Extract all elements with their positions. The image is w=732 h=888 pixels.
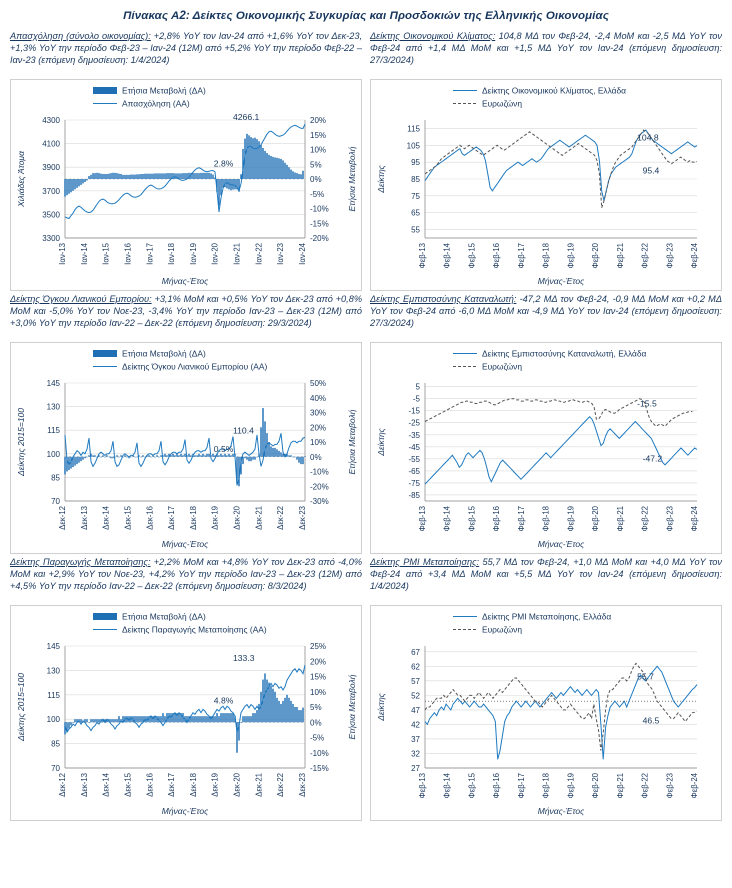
y-axis-title: Δείκτης xyxy=(376,693,386,721)
note-pmi-manufacturing xyxy=(370,556,722,602)
note-retail-volume-body: +3,1% ΜοΜ και +0,5% YoY τον Δεκ-23 από +0,8% ΜοΜ και -5,0% YoY τον Νοε-23, -3,4% YoY την περίοδο Ιαν-23 – Δεκ-23 (12Μ) από +3,0% YoY την περίοδο Ιαν-22 – Δεκ-22 xyxy=(10,294,362,329)
x-tick-label: Φεβ-15 xyxy=(467,773,477,799)
note-economic-climate-tail: (επόμενη δημοσίευση: 27/3/2024) xyxy=(370,43,722,66)
data-label: 0.5% xyxy=(213,444,234,455)
y-tick-label: 55 xyxy=(411,225,420,235)
y-axis-title: Δείκτης xyxy=(376,428,386,456)
x-tick-label: Δεκ-21 xyxy=(254,506,264,530)
y-tick-label: -5 xyxy=(412,394,420,404)
y-tick-label: 75 xyxy=(411,191,420,201)
legend-label: Απασχόληση (ΑΑ) xyxy=(122,98,190,109)
data-label: 2.8% xyxy=(213,158,234,169)
x-tick-label: Φεβ-20 xyxy=(591,506,601,532)
y-tick-label: 100 xyxy=(46,715,60,725)
y-tick-label: 115 xyxy=(407,124,420,134)
y-right-tick-label: 25% xyxy=(310,642,327,651)
chart-svg-manufacturing-production xyxy=(11,606,361,820)
y-right-tick-label: 10% xyxy=(310,438,327,447)
x-tick-label: Ιαν-17 xyxy=(145,243,155,265)
x-tick-label: Φεβ-21 xyxy=(615,773,625,799)
x-tick-label: Φεβ-16 xyxy=(492,506,502,532)
y-tick-label: 27 xyxy=(411,764,420,773)
series-path xyxy=(425,663,697,750)
chart-pmi-manufacturing xyxy=(370,605,722,821)
y-right-tick-label: 5% xyxy=(310,703,322,712)
x-tick-label: Δεκ-20 xyxy=(232,773,242,797)
y-right-tick-label: 15% xyxy=(310,672,327,682)
panel-consumer-confidence xyxy=(370,293,722,554)
y-axis-title: Δείκτης xyxy=(376,165,386,193)
x-tick-label: Φεβ-18 xyxy=(541,773,551,799)
note-manufacturing-production-body: +2,2% ΜοΜ και +4,8% YoY τον Δεκ-23 από -4,0% ΜοΜ και +2,9% YoY τον Νοε-23, +4,2% YoY την περίοδο Ιαν-23 – Δεκ-23 (12Μ) από +4,5% YoY την περίοδο Ιαν-22 – Δεκ-22 xyxy=(10,557,362,592)
x-tick-label: Φεβ-20 xyxy=(591,243,601,269)
legend-label: Ευρωζώνη xyxy=(482,361,522,372)
x-axis-title: Μήνας-Έτος xyxy=(537,539,585,549)
chart-svg-economic-climate xyxy=(371,80,721,290)
data-label: 4266.1 xyxy=(233,112,260,123)
y-tick-label: 70 xyxy=(51,764,60,773)
x-tick-label: Δεκ-19 xyxy=(210,773,220,797)
x-tick-label: Ιαν-22 xyxy=(254,243,264,265)
data-label: 110.4 xyxy=(233,425,254,436)
x-tick-label: Ιαν-18 xyxy=(167,243,177,265)
y-right-tick-label: 0% xyxy=(310,175,322,184)
page-title: Πίνακας Α2: Δείκτες Οικονομικής Συγκυρίας και Προσδοκιών της Ελληνικής Οικονομίας xyxy=(123,10,609,22)
y-right-axis-title: Ετήσια Μεταβολή xyxy=(347,674,357,740)
x-tick-label: Φεβ-15 xyxy=(467,506,477,532)
x-tick-label: Φεβ-21 xyxy=(615,506,625,532)
x-tick-label: Δεκ-14 xyxy=(101,773,111,797)
y-tick-label: 130 xyxy=(46,402,60,412)
x-tick-label: Φεβ-23 xyxy=(665,773,675,799)
y-tick-label: -65 xyxy=(408,466,420,476)
y-right-tick-label: -10% xyxy=(310,748,329,758)
y-tick-label: 37 xyxy=(411,734,420,744)
y-tick-label: 47 xyxy=(411,705,420,715)
x-tick-label: Φεβ-22 xyxy=(640,506,650,532)
y-right-tick-label: 40% xyxy=(310,393,327,403)
note-consumer-confidence-lead: Δείκτης Εμπιστοσύνης Καταναλωτή: xyxy=(370,294,517,304)
x-tick-label: Φεβ-13 xyxy=(418,506,427,532)
x-tick-label: Δεκ-22 xyxy=(276,506,286,530)
x-tick-label: Ιαν-23 xyxy=(276,243,286,265)
x-tick-label: Φεβ-17 xyxy=(516,243,526,269)
x-tick-label: Δεκ-16 xyxy=(145,506,155,530)
x-tick-label: Φεβ-14 xyxy=(442,506,452,532)
x-tick-label: Δεκ-14 xyxy=(101,506,111,530)
x-tick-label: Δεκ-12 xyxy=(58,506,67,530)
x-tick-label: Φεβ-17 xyxy=(516,773,526,799)
legend-label: Δείκτης Οικονομικού Κλίματος, Ελλάδα xyxy=(482,85,627,96)
y-right-tick-label: 15% xyxy=(310,130,327,140)
note-manufacturing-production xyxy=(10,556,362,602)
x-tick-label: Φεβ-18 xyxy=(541,243,551,269)
x-tick-label: Φεβ-22 xyxy=(640,773,650,799)
y-tick-label: -35 xyxy=(408,430,420,440)
note-consumer-confidence xyxy=(370,293,722,339)
y-tick-label: -55 xyxy=(408,454,420,464)
x-tick-label: Φεβ-19 xyxy=(566,773,576,799)
note-retail-volume xyxy=(10,293,362,339)
x-tick-label: Ιαν-13 xyxy=(58,243,67,265)
x-axis-title: Μήνας-Έτος xyxy=(161,539,209,549)
note-retail-volume-lead: Δείκτης Όγκου Λιανικού Εμπορίου: xyxy=(10,294,152,304)
y-tick-label: 70 xyxy=(51,497,60,506)
y-tick-label: 95 xyxy=(411,158,420,168)
x-tick-label: Δεκ-20 xyxy=(232,506,242,530)
x-tick-label: Φεβ-13 xyxy=(418,243,427,269)
legend-label: Δείκτης Όγκου Λιανικού Εμπορίου (ΑΑ) xyxy=(122,361,268,372)
y-tick-label: 3900 xyxy=(42,163,60,173)
note-pmi-manufacturing-lead: Δείκτης PMI Μεταποίησης: xyxy=(370,557,480,567)
data-label: -15.5 xyxy=(637,398,657,409)
data-label: -47.2 xyxy=(642,453,663,464)
note-employment-lead: Απασχόληση (σύνολο οικονομίας): xyxy=(10,31,151,41)
y-right-tick-label: -20% xyxy=(310,482,329,492)
legend-label: Ευρωζώνη xyxy=(482,624,522,635)
y-tick-label: -85 xyxy=(408,490,420,500)
x-axis-title: Μήνας-Έτος xyxy=(537,276,585,286)
y-right-tick-label: 5% xyxy=(310,160,322,170)
note-employment-tail: (επόμενη δημοσίευση: 1/4/2024) xyxy=(38,55,170,66)
y-tick-label: 85 xyxy=(51,739,60,749)
note-manufacturing-production-tail: (επόμενη δημοσίευση: 8/3/2024) xyxy=(175,581,307,592)
x-tick-label: Δεκ-21 xyxy=(254,773,264,797)
legend-label: Ετήσια Μεταβολή (ΔΑ) xyxy=(122,85,206,96)
x-tick-label: Φεβ-16 xyxy=(492,243,502,269)
y-right-tick-label: 20% xyxy=(310,657,327,667)
x-tick-label: Φεβ-17 xyxy=(516,506,526,532)
series-path xyxy=(425,666,697,759)
x-tick-label: Φεβ-23 xyxy=(665,506,675,532)
y-tick-label: 145 xyxy=(46,642,60,651)
y-right-axis-title: Ετήσια Μεταβολή xyxy=(347,146,357,212)
y-tick-label: 3300 xyxy=(42,234,60,243)
note-consumer-confidence-tail: (επόμενη δημοσίευση: 27/3/2024) xyxy=(370,306,722,329)
y-axis-title: Δείκτης 2015=100 xyxy=(16,672,26,742)
x-tick-label: Δεκ-22 xyxy=(276,773,286,797)
note-pmi-manufacturing-body: 55,7 ΜΔ τον Φεβ-24, +1,0 ΜΔ ΜοΜ και +4,0 ΜΔ YoY τον Φεβ-24 από +3,4 ΜΔ ΜοΜ και +5,5 ΜΔ YoY τον Ιαν-24 xyxy=(370,557,722,580)
x-tick-label: Δεκ-18 xyxy=(188,506,198,530)
x-tick-label: Δεκ-16 xyxy=(145,773,155,797)
y-tick-label: 5 xyxy=(415,382,420,392)
legend-label: Ευρωζώνη xyxy=(482,98,522,109)
x-tick-label: Φεβ-20 xyxy=(591,773,601,799)
x-tick-label: Δεκ-23 xyxy=(298,506,307,530)
x-tick-label: Δεκ-15 xyxy=(123,773,133,797)
x-axis-title: Μήνας-Έτος xyxy=(161,276,209,286)
legend-label: Ετήσια Μεταβολή (ΔΑ) xyxy=(122,611,206,622)
data-label: 133.3 xyxy=(233,653,255,664)
panel-employment xyxy=(10,30,362,291)
y-tick-label: 145 xyxy=(46,379,60,388)
x-axis-title: Μήνας-Έτος xyxy=(537,806,585,816)
y-tick-label: 85 xyxy=(51,473,60,483)
panel-retail-volume xyxy=(10,293,362,554)
note-employment-body: +2,8% YoY τον Ιαν-24 από +1,6% YoY τον Δεκ-23, +1,3% YoY την περίοδο Φεβ-23 – Ιαν-24 (12Μ) από +5,2% YoY την περίοδο Φεβ-22 – Ιαν-23 xyxy=(10,31,363,66)
x-tick-label: Ιαν-20 xyxy=(210,243,220,265)
x-tick-label: Φεβ-14 xyxy=(442,243,452,269)
x-tick-label: Φεβ-13 xyxy=(418,773,427,799)
y-axis-title: Χιλιάδες Άτομα xyxy=(16,151,26,207)
y-tick-label: 85 xyxy=(411,175,420,184)
x-tick-label: Φεβ-15 xyxy=(467,243,477,269)
x-tick-label: Δεκ-23 xyxy=(298,773,307,797)
panel-manufacturing-production xyxy=(10,556,362,821)
data-label: 95.4 xyxy=(642,165,660,176)
x-tick-label: Φεβ-23 xyxy=(665,243,675,269)
chart-svg-retail-volume xyxy=(11,343,361,553)
x-tick-label: Δεκ-19 xyxy=(210,506,220,530)
chart-svg-pmi-manufacturing xyxy=(371,606,721,820)
y-right-tick-label: 10% xyxy=(310,687,327,697)
y-right-tick-label: -10% xyxy=(310,204,329,214)
x-tick-label: Δεκ-12 xyxy=(58,773,67,797)
y-tick-label: 3700 xyxy=(42,186,60,196)
y-tick-label: 67 xyxy=(411,647,420,657)
legend-label: Ετήσια Μεταβολή (ΔΑ) xyxy=(122,348,206,359)
chart-svg-consumer-confidence xyxy=(371,343,721,553)
y-right-tick-label: 0% xyxy=(310,452,322,462)
y-tick-label: 32 xyxy=(411,749,420,759)
note-economic-climate-body: 104,8 ΜΔ τον Φεβ-24, -2,4 ΜοΜ και -2,5 ΜΔ YoY τον Φεβ-24 από +1,4 ΜΔ ΜοΜ και +1,5 ΜΔ YoY τον Ιαν-24 xyxy=(370,31,722,54)
x-tick-label: Φεβ-18 xyxy=(541,506,551,532)
x-tick-label: Δεκ-15 xyxy=(123,506,133,530)
y-right-tick-label: -5% xyxy=(310,733,325,743)
x-tick-label: Δεκ-18 xyxy=(188,773,198,797)
note-economic-climate-lead: Δείκτης Οικονομικού Κλίματος: xyxy=(370,31,496,41)
chart-economic-climate xyxy=(370,79,722,291)
y-tick-label: -45 xyxy=(408,442,420,452)
x-tick-label: Φεβ-19 xyxy=(566,506,576,532)
legend-label: Δείκτης Παραγωγής Μεταποίησης (ΑΑ) xyxy=(122,624,267,635)
y-right-tick-label: -15% xyxy=(310,764,329,773)
data-label: 55.7 xyxy=(637,671,654,682)
data-label: 104.8 xyxy=(637,132,659,143)
y-right-tick-label: -20% xyxy=(310,234,329,243)
x-tick-label: Φεβ-19 xyxy=(566,243,576,269)
y-tick-label: 105 xyxy=(406,141,420,151)
data-label: 46.5 xyxy=(642,715,660,726)
y-tick-label: -75 xyxy=(408,478,420,488)
y-tick-label: -25 xyxy=(408,418,420,428)
y-tick-label: 65 xyxy=(411,208,420,218)
note-retail-volume-tail: (επόμενη δημοσίευση: 29/3/2024) xyxy=(175,318,312,329)
y-tick-label: 4100 xyxy=(42,139,60,149)
legend-label: Δείκτης Εμπιστοσύνης Καταναλωτή, Ελλάδα xyxy=(482,348,647,359)
y-right-tick-label: 20% xyxy=(310,116,327,125)
y-right-tick-label: -10% xyxy=(310,467,329,477)
y-tick-label: 62 xyxy=(411,662,420,672)
chart-retail-volume xyxy=(10,342,362,554)
chart-consumer-confidence xyxy=(370,342,722,554)
note-consumer-confidence-body: -47,2 ΜΔ τον Φεβ-24, -0,9 ΜΔ ΜοΜ και +0,2 ΜΔ YoY τον Φεβ-24 από -6,0 ΜΔ ΜοΜ και -4,9 ΜΔ YoY τον Ιαν-24 xyxy=(370,294,722,317)
y-right-tick-label: -15% xyxy=(310,219,329,229)
x-tick-label: Φεβ-24 xyxy=(690,773,699,799)
y-right-axis-title: Ετήσια Μεταβολή xyxy=(347,409,357,475)
chart-manufacturing-production xyxy=(10,605,362,821)
charts-grid xyxy=(10,30,722,821)
note-manufacturing-production-lead: Δείκτης Παραγωγής Μεταποίησης: xyxy=(10,557,151,567)
x-tick-label: Φεβ-16 xyxy=(492,773,502,799)
x-tick-label: Φεβ-21 xyxy=(615,243,625,269)
x-tick-label: Δεκ-17 xyxy=(167,506,177,530)
y-tick-label: 130 xyxy=(46,666,60,676)
y-right-tick-label: 30% xyxy=(310,408,327,418)
y-tick-label: 100 xyxy=(46,449,60,459)
y-right-tick-label: 10% xyxy=(310,145,327,155)
y-tick-label: 115 xyxy=(47,690,60,700)
y-tick-label: 3500 xyxy=(42,210,60,220)
panel-economic-climate xyxy=(370,30,722,291)
y-right-tick-label: -30% xyxy=(310,497,329,506)
x-tick-label: Φεβ-22 xyxy=(640,243,650,269)
x-tick-label: Ιαν-15 xyxy=(101,243,111,265)
y-tick-label: 52 xyxy=(411,691,420,701)
x-tick-label: Δεκ-17 xyxy=(167,773,177,797)
y-tick-label: 42 xyxy=(411,720,420,730)
note-pmi-manufacturing-tail: (επόμενη δημοσίευση: 1/4/2024) xyxy=(370,569,722,592)
y-right-tick-label: -5% xyxy=(310,189,325,199)
y-right-tick-label: 0% xyxy=(310,718,322,728)
x-tick-label: Δεκ-13 xyxy=(79,506,89,530)
x-tick-label: Ιαν-24 xyxy=(298,243,307,265)
y-tick-label: 57 xyxy=(411,676,420,686)
panel-pmi-manufacturing xyxy=(370,556,722,821)
legend-label: Δείκτης PMI Μεταποίησης, Ελλάδα xyxy=(482,611,612,622)
y-axis-title: Δείκτης 2015=100 xyxy=(16,407,26,477)
x-axis-title: Μήνας-Έτος xyxy=(161,806,209,816)
y-tick-label: -15 xyxy=(408,406,420,416)
y-right-tick-label: 50% xyxy=(310,379,327,388)
x-tick-label: Φεβ-24 xyxy=(690,506,699,532)
note-economic-climate xyxy=(370,30,722,76)
x-tick-label: Ιαν-19 xyxy=(188,243,198,265)
data-label: 4.8% xyxy=(213,695,234,706)
x-tick-label: Δεκ-13 xyxy=(79,773,89,797)
x-tick-label: Ιαν-14 xyxy=(79,243,89,265)
chart-svg-employment xyxy=(11,80,361,290)
x-tick-label: Ιαν-21 xyxy=(232,243,242,265)
x-tick-label: Φεβ-14 xyxy=(442,773,452,799)
note-employment xyxy=(10,30,362,76)
chart-employment xyxy=(10,79,362,291)
y-right-tick-label: 20% xyxy=(310,423,327,433)
y-tick-label: 4300 xyxy=(42,116,60,125)
series-path xyxy=(425,417,697,484)
y-tick-label: 115 xyxy=(47,426,60,436)
x-tick-label: Φεβ-24 xyxy=(690,243,699,269)
x-tick-label: Ιαν-16 xyxy=(123,243,133,265)
